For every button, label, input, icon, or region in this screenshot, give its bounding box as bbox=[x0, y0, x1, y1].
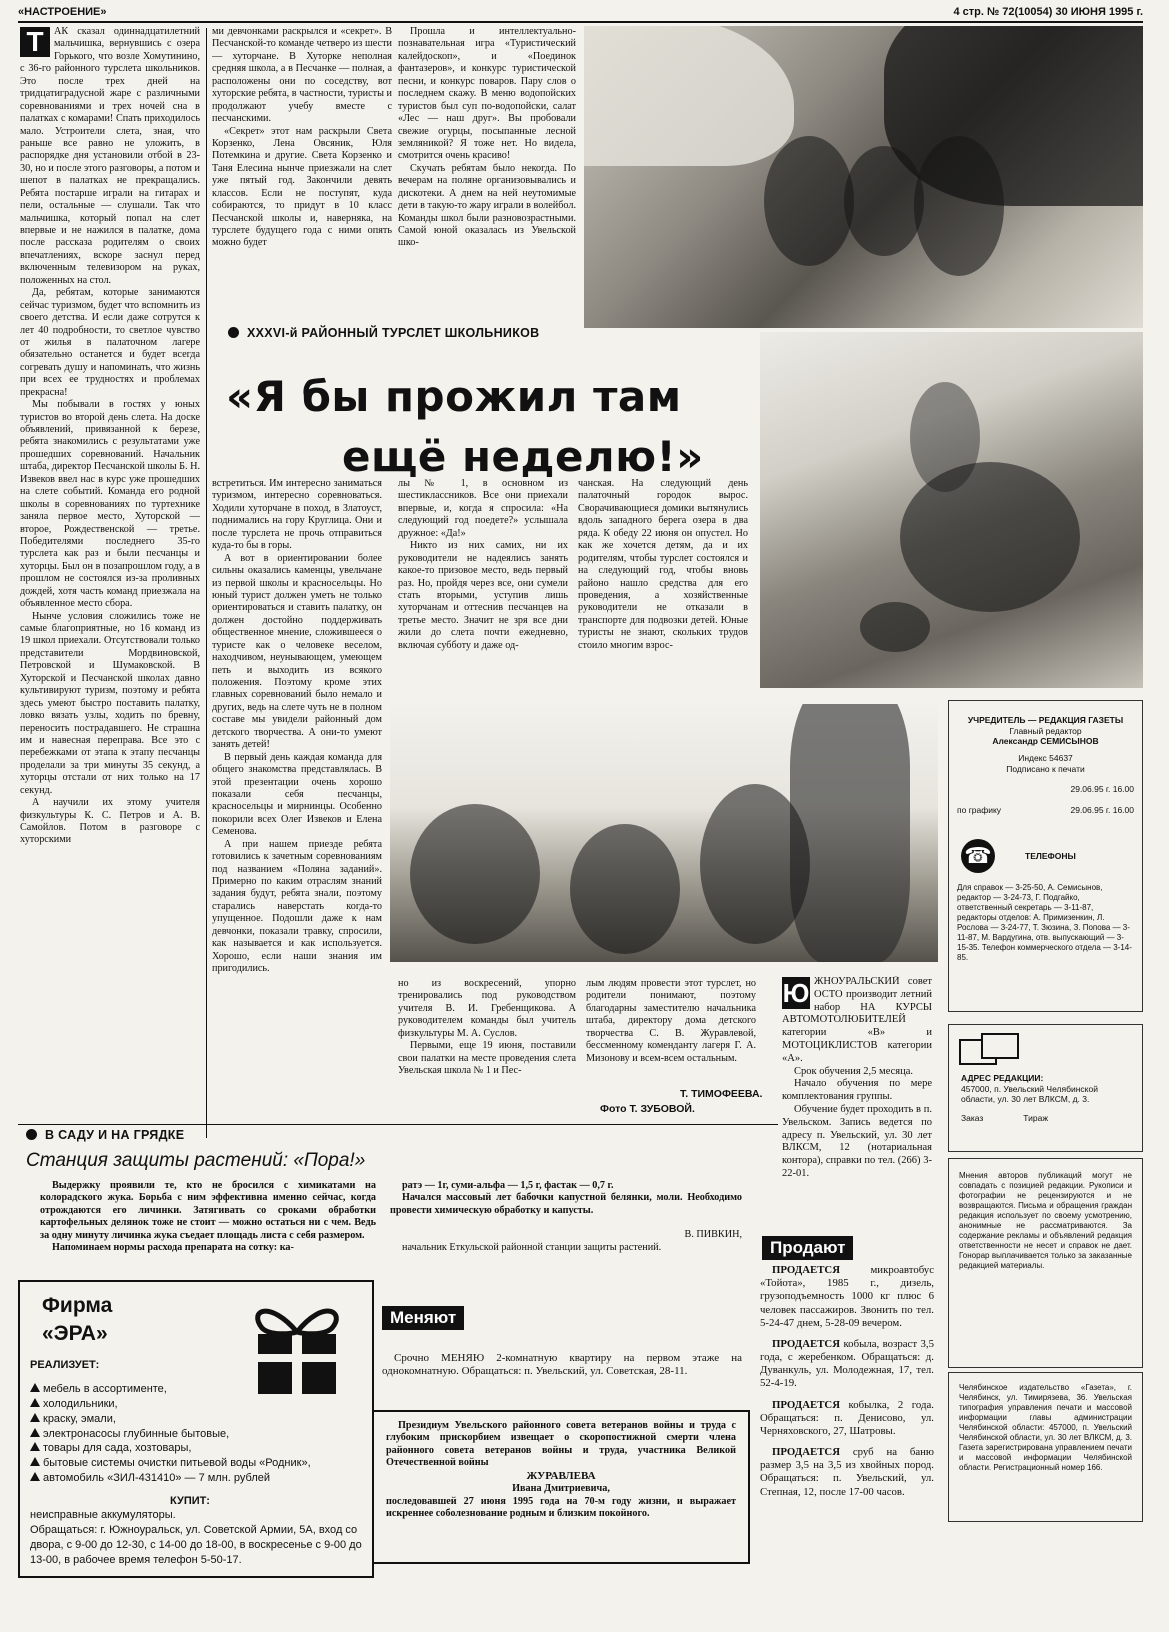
list-item: электронасосы глубинные бытовые, bbox=[30, 1427, 360, 1442]
obituary-name: ЖУРАВЛЕВА bbox=[526, 1469, 596, 1482]
article-dropcap: Т bbox=[20, 27, 50, 57]
article-author: Т. ТИМОФЕЕВА. bbox=[680, 1088, 763, 1100]
headline-line-2: ещё неделю!» bbox=[342, 432, 704, 481]
triangle-bullet-icon bbox=[30, 1442, 40, 1451]
issue-info: 4 стр. № 72(10054) 30 ИЮНЯ 1995 г. bbox=[953, 6, 1143, 18]
triangle-bullet-icon bbox=[30, 1457, 40, 1466]
masthead-rule bbox=[18, 21, 1143, 23]
article-column-2-top bbox=[212, 26, 392, 318]
article-paragraph: лым людям провести этот турслет, но родители понимают, поэтому благодарны заместителю начальника штаба, директору дома детского творчества С. В. Журавлевой, бессменному коменданту лагеря Г. А. Мизонову и всем-всем остальным. bbox=[586, 978, 756, 1064]
osto-dropcap: Ю bbox=[782, 978, 810, 1008]
column-divider bbox=[206, 28, 207, 1138]
disclaimer-text: Мнения авторов публикаций могут не совпадать с позицией редакции. Рукописи и фотографии не рецензируются и не возвращаются. Письма и обращения граждан редакция использует по своему усмотрению, анонимные не рассматриваются. За содержание рекламы и объявлений редакция ответственности не несет и справок не дает. Гонорар выплачивается только за заказанные редакцией материалы. bbox=[959, 1171, 1132, 1270]
article-paragraph: «Секрет» этот нам раскрыли Света Корзенко, Лена Овсяник, Юля Потемкина и другие. Света Корзенко и Таня Елесина нынче приезжали на слет уже пятый год. Закончили девять классов. Если не поступят, куда собираются, то придут в 10 класс Песчанской школы и, наверняка, на турслете будущего года с ними опять можно будет bbox=[212, 125, 392, 249]
article-paragraph: лы № 1, в основном из шестиклассников. Все они приехали впервые, и, когда я спросила: «На следующий год поедете?» услышала дружное: «Да!» bbox=[398, 478, 568, 539]
article-paragraph: но из воскресений, упорно тренировались под руководством учителя В. И. Гребенщикова. А руководителем команды был учитель физкультуры М. А. Суслов. bbox=[398, 978, 576, 1039]
triangle-bullet-icon bbox=[30, 1383, 40, 1392]
article-paragraph: А при нашем приезде ребята готовились к зачетным соревнованиям под названием «Поляна заданий». Примерно по каким отраслям знаний задания будут, ребята знали, поэтому старались наверстать когда-то упущенное. Подошли даже к нам девчонки, показали травку, спросили, как называется и как используется. Хорошо, если наши знания им пригодились. bbox=[212, 838, 382, 975]
obituary-name-2: Ивана Дмитриевича, bbox=[512, 1483, 610, 1495]
era-buys: неисправные аккумуляторы. bbox=[30, 1509, 176, 1521]
garden-paragraph: ратэ — 1г, суми-альфа — 1,5 г, фастак — 0,7 г. bbox=[402, 1180, 614, 1191]
imprint-signed-date: 29.06.95 г. 16.00 bbox=[1070, 784, 1134, 795]
article-column-1 bbox=[20, 26, 200, 1140]
garden-paragraph: Начался массовый лет бабочки капустной белянки, моли. Необходимо провести химическую обработку и капусты. bbox=[390, 1192, 742, 1216]
photo-campfire bbox=[760, 332, 1143, 688]
article-paragraph: встретиться. Им интересно заниматься туризмом, интересно соревноваться. Ходили хуторчане в поход, в Златоуст, поднимались на гору Круглица. Они и после турслета не прочь отправиться куда-то бы в горы. bbox=[212, 478, 382, 552]
imprint-editor-label: Главный редактор bbox=[1009, 725, 1082, 736]
disclaimer-box bbox=[948, 1158, 1143, 1368]
section-title: «НАСТРОЕНИЕ» bbox=[18, 6, 107, 18]
osto-paragraph: Срок обучения 2,5 месяца. bbox=[794, 1065, 914, 1077]
exchange-label: Меняют bbox=[382, 1306, 464, 1330]
printing-box bbox=[948, 1372, 1143, 1522]
list-item: мебель в ассортименте, bbox=[30, 1382, 360, 1397]
article-paragraph: Нынче условия сложились тоже не самые благоприятные, но 16 команд из 19 школ приехали. Отсутствовали только представители Мордвиновской, Петровской и Шумаковской. В Хуторской и Песчанской школах давно культивируют туризм, поэтому и ребята здесь умеют быстро поставить палатку, ловко вязать узлы, ходить по бревну, переносить пострадавшего. Не страшна им и навесная переправа. Все это с перебежками от этапа к этапу песчанцы проделали за три минуты 35 секунд, а хуторцы отстали от них только на 17 секунд. bbox=[20, 610, 200, 796]
imprint-box bbox=[948, 700, 1143, 1012]
obituary-box bbox=[372, 1410, 750, 1564]
article-column-4-bottom bbox=[586, 978, 756, 1088]
list-item: товары для сада, хозтовары, bbox=[30, 1441, 360, 1456]
imprint-founder: УЧРЕДИТЕЛЬ — РЕДАКЦИЯ ГАЗЕТЫ bbox=[967, 715, 1124, 725]
article-column-3-mid bbox=[398, 478, 568, 696]
article-paragraph: А вот в ориентировании более сильны оказались каменцы, увельчане из первой школы и красносельцы. Но юный турист должен уметь не только ориентироваться и ставить палатку, он должен достойно поддерживать общественное мнение, сложившееся о туристе как о человеке веселом, находчивом, неунывающем, умеющем петь и выходить из всякого положения. Поэтому кроме этих главных соревнований было немало и других, ведь на слете чуть не в полном составе мы увидели районный дом детского творчества. А они-то умеют занять детей! bbox=[212, 552, 382, 751]
era-contact: Обращаться: г. Южноуральск, ул. Советской Армии, 5А, вход со двора, с 9-00 до 12-30, с 14-00 до 18-00, в воскресенье с 9-00 до 13-00, в рабочее время телефон 5-50-17. bbox=[30, 1524, 362, 1566]
address-title: АДРЕС РЕДАКЦИИ: bbox=[961, 1073, 1044, 1083]
era-buys-label: КУПИТ: bbox=[170, 1495, 210, 1507]
sale-ad: ПРОДАЕТСЯ кобыла, возраст 3,5 года, с жеребенком. Обращаться: д. Дуванкуль, ул. Молодежная, 17, тел. 52-4-19. bbox=[760, 1337, 934, 1390]
bullet-icon bbox=[228, 327, 239, 338]
article-column-3-top bbox=[398, 26, 576, 318]
sale-ad: ПРОДАЕТСЯ кобылка, 2 года. Обращаться: п. Денисово, ул. Черняховского, 27, Шатровы. bbox=[760, 1398, 934, 1437]
triangle-bullet-icon bbox=[30, 1398, 40, 1407]
article-paragraph: А научили их этому учителя физкультуры К. С. Петров и А. В. Самойлов. Потом в разговоре с хуторскими bbox=[20, 797, 200, 846]
article-paragraph: Да, ребятам, которые занимаются сейчас туризмом, будет что вспомнить из своего детства. И если даже сотрутся к лет 40 подробности, то светлое чувство от жилья в палаточном лагере обязательно останется и будет всегда согревать душу и напоминать, что жизнь при всех ее трудностях и проблемах прекрасна! bbox=[20, 287, 200, 398]
article-paragraph: Скучать ребятам было некогда. По вечерам на поляне организовывались и дискотеки. А днем на ней неутомимые дети в такую-то жару играли в волейбол. Команды школ были разновозрастными. Самой юной оказалась из Увельской шко- bbox=[398, 162, 576, 249]
garden-signature-role: начальник Еткульской районной станции защиты растений. bbox=[402, 1241, 662, 1253]
osto-paragraph: Начало обучения по мере комплектования группы. bbox=[782, 1078, 932, 1103]
era-sells-label: РЕАЛИЗУЕТ: bbox=[30, 1359, 100, 1371]
obituary-paragraph: Президиум Увельского районного совета ветеранов войны и труда с глубоким прискорбием извещает о скоропостижной смерти члена районного совета ветеранов войны и труда, участника Великой Отечественной войны bbox=[386, 1420, 736, 1469]
triangle-bullet-icon bbox=[30, 1428, 40, 1437]
garden-paragraph: Выдержку проявили те, кто не бросился с химикатами на колорадского жука. Борьба с ним эффективна именно сейчас, когда отрождаются его личинки. Затягивать со сроками обработки картофельных делянок тоже не стоит — можно остаться ни с чем. Ведь за одну минуту личинка жука съедает площадь листа с себя размером. bbox=[40, 1180, 376, 1241]
rubric-text: XXXVI-й РАЙОННЫЙ ТУРСЛЕТ ШКОЛЬНИКОВ bbox=[247, 326, 540, 340]
garden-rubric-text: В САДУ И НА ГРЯДКЕ bbox=[45, 1128, 185, 1142]
exchange-paragraph: Срочно МЕНЯЮ 2-комнатную квартиру на первом этаже на однокомнатную. Обращаться: п. Увельский, ул. Советская, 28-11. bbox=[382, 1352, 742, 1378]
triangle-bullet-icon bbox=[30, 1472, 40, 1481]
osto-lead: ЖНОУРАЛЬСКИЙ совет ОСТО производит летний набор НА КУРСЫ АВТОМОТОЛЮБИТЕЛЕЙ категории «В» и МОТОЦИКЛИСТОВ категории «А». bbox=[782, 976, 932, 1064]
photo-tents bbox=[584, 26, 1143, 328]
envelope-icon bbox=[959, 1033, 1019, 1063]
garden-paragraph: Напоминаем нормы расхода препарата на сотку: ка- bbox=[52, 1242, 294, 1254]
printing-text: Челябинское издательство «Газета», г. Челябинск, ул. Тимирязева, 36. Увельская типография управления печати и массовой информации главы администрации Челябинской области: 457000, п. Увельский Челябинской области, ул. 30 лет ВЛКСМ, д. 3. Газета зарегистрирована управлением печати и массовой информации Челябинской области. Регистрационный номер 166. bbox=[959, 1383, 1132, 1472]
section-rule bbox=[18, 1124, 778, 1125]
article-paragraph: В первый день каждая команда для общего знакомства представлялась. В этой презентации очень хорошо показали себя песчанцы, красносельцы и мирнинцы. Особенно покорили всех Олег Извеков и Елена Семенова. bbox=[212, 751, 382, 838]
sale-ad: ПРОДАЕТСЯ сруб на баню размер 3,5 на 3,5 из хвойных пород. Обращаться: п. Увельский, ул. Степная, 12, после 17-00 часов. bbox=[760, 1446, 934, 1498]
article-rubric bbox=[228, 326, 539, 340]
order-label: Заказ bbox=[961, 1112, 984, 1123]
article-column-3-bottom bbox=[398, 978, 576, 1118]
garden-rubric bbox=[26, 1128, 184, 1142]
list-item: бытовые системы очистки питьевой воды «Родник», bbox=[30, 1456, 360, 1471]
bullet-icon bbox=[26, 1129, 37, 1140]
sale-label: Продают bbox=[762, 1236, 853, 1260]
obituary-text bbox=[386, 1420, 736, 1520]
osto-paragraph: Обучение будет проходить в п. Увельском. Запись ведется по адресу п. Увельский, ул. 30 лет ВЛКСМ, 12 (нотариальная контора), справки по тел. (266) 3-22-01. bbox=[782, 1103, 932, 1179]
imprint-index: Индекс 54637 bbox=[1018, 752, 1073, 763]
article-paragraph: АК сказал одиннадцатилетний мальчишка, вернувшись с озера Горького, что возле Хомутинино, с 36-го районного турслета школьников. Это после трех дней на тридцатиградусной жаре с различными соревнованиями и трех ночей сна в палатках с комарами! Спать приходилось мало. Устроители слета, зная, что раньше все равно не уложить, в распорядке дня установили отбой в 23-30, но и после этого разговоры, а потом и шепот в палатках не прекращались. Ребята постарше играли на гитарах и пели, остальные — слушали. Так что мальчишка, который попал на слет впервые и не нажился в палатке, дома после рассказа родителям о своих впечатлениях, вскоре заснул перед включенным телевизором на руках, положенных на стол. bbox=[20, 26, 200, 286]
article-paragraph: ми девчонками раскрылся и «секрет». В Песчанской-то команде четверо из шести — хуторчане. В Хуторке неполная средняя школа, а в Песчанке — полная, а расположены они по соседству, вот хуторские ребята, в частности, туристы и продолжают учебу вместе с песчанскими. bbox=[212, 26, 392, 125]
imprint-editor: Александр СЕМИСЫНОВ bbox=[992, 736, 1099, 747]
article-paragraph: Никто из них самих, ни их руководители не надеялись занять какое-то призовое место, ведь первый раз. Но, пройдя через все, они сумели стать вторыми, уступив лишь хуторчанам и оттеснив песчанцев на третье место. Значит не зря все дни жили до слета почти ежедневно, включая субботу и даже од- bbox=[398, 540, 568, 651]
era-items bbox=[30, 1382, 360, 1486]
sale-list bbox=[760, 1264, 934, 1624]
list-item: автомобиль «ЗИЛ-431410» — 7 млн. рублей bbox=[30, 1471, 360, 1486]
article-paragraph: Мы побывали в гостях у юных туристов во второй день слета. На доске объявлений, привязанной к березе, ребята знакомились с результатами уже прошедших соревнований. Начальник штаба, директор Песчанской школы Б. Н. Извеков ввел нас в курс уже прошедших на слете событий. Команда его родной школы в соревнованиях по туртехнике заняла первое место, Хуторской — второе, Рождественской — третье. Победителями последнего 35-го турслета как раз и были песчанцы и хуторцы. Был он в позапрошлом году, а в прошлом не состоялся из-за проливных дождей, хотя часть команд приезжала на объявленное место сбора. bbox=[20, 399, 200, 610]
imprint-schedule-date: 29.06.95 г. 16.00 bbox=[1070, 804, 1134, 815]
article-paragraph: Прошла и интеллектуально-познавательная игра «Туристический калейдоскоп», и «Поединок фантазеров», и конкурс туристической песни, и конкурс поваров. Пару слов о последнем скажу. В меню водопойских туристов был суп по-водопойски, салат «Лес — наш друг». Вы пробовали свежие огурцы, посыпанные лесной земляникой? Я тоже нет. Но видела, смотрится очень красиво! bbox=[398, 26, 576, 162]
headline-line-1: «Я бы прожил там bbox=[226, 372, 682, 421]
photo-guitar bbox=[390, 704, 938, 962]
era-title-line-2: «ЭРА» bbox=[42, 1322, 108, 1346]
era-ad bbox=[18, 1280, 374, 1578]
sale-ad: ПРОДАЕТСЯ микроавтобус «Тойота», 1985 г., дизель, грузоподъемность 1000 кг плюс 6 человек пассажиров. Звонить по тел. 5-24-47 днем, 5-28-09 вечером. bbox=[760, 1264, 934, 1329]
garden-text-left bbox=[40, 1180, 376, 1272]
era-title-line-1: Фирма bbox=[42, 1294, 113, 1317]
circulation-label: Тираж bbox=[1023, 1112, 1049, 1123]
photo-credit: Фото Т. ЗУБОВОЙ. bbox=[600, 1103, 695, 1115]
article-paragraph: Первыми, еще 19 июня, поставили свои палатки на месте проведения слета Увельская школа № 1 и Пес- bbox=[398, 1040, 576, 1077]
list-item: краску, эмали, bbox=[30, 1412, 360, 1427]
article-column-2-mid bbox=[212, 478, 382, 1118]
article-paragraph: чанская. На следующий день палаточный городок вырос. Сворачивающиеся домики вытянулись вдоль западного берега озера в два ряда. К обеду 22 июня он опустел. Но как же хочется детям, да и их родителям, чтобы турслет состоялся и на следующий год, чтобы вновь районо нашло средства для его проведения, а хозяйственные руководители не отказали в транспорте для подвозки детей. Юные туристы не знают, скольких трудов стоило многим взрос- bbox=[578, 478, 748, 651]
triangle-bullet-icon bbox=[30, 1413, 40, 1422]
imprint-signed: Подписано к печати bbox=[1006, 763, 1085, 774]
garden-signature: В. ПИВКИН, bbox=[684, 1229, 742, 1241]
garden-title: Станция защиты растений: «Пора!» bbox=[26, 1150, 366, 1171]
imprint-phones: Для справок — 3-25-50, А. Семисынов, редактор — 3-24-73, Г. Подгайко, ответственный секретарь — 3-11-87, редакторы отделов: А. Примизенкин, Л. Рослова — 3-24-77, Т. Зюзина, З. Попова — 3-11-87, М. Вардугина, отв. выпускающий — 3-15-35. Телефон коммерческого отдела — 3-14-85. bbox=[957, 883, 1132, 963]
imprint-schedule-label: по графику bbox=[957, 804, 1002, 815]
address-text: 457000, п. Увельский Челябинской области, ул. 30 лет ВЛКСМ, д. 3. bbox=[961, 1083, 1098, 1105]
article-column-4-mid bbox=[578, 478, 748, 696]
obituary-paragraph: последовавшей 27 июня 1995 года на 70-м году жизни, и выражает искреннее соболезнование родным и близким покойного. bbox=[386, 1495, 736, 1520]
list-item: холодильники, bbox=[30, 1397, 360, 1412]
garden-text-right bbox=[390, 1180, 742, 1280]
address-box bbox=[948, 1024, 1143, 1152]
osto-ad bbox=[782, 976, 932, 1226]
phones-title: ТЕЛЕФОНЫ bbox=[1025, 851, 1076, 862]
telephone-icon: ☎ bbox=[961, 839, 995, 873]
exchange-text bbox=[382, 1352, 742, 1396]
